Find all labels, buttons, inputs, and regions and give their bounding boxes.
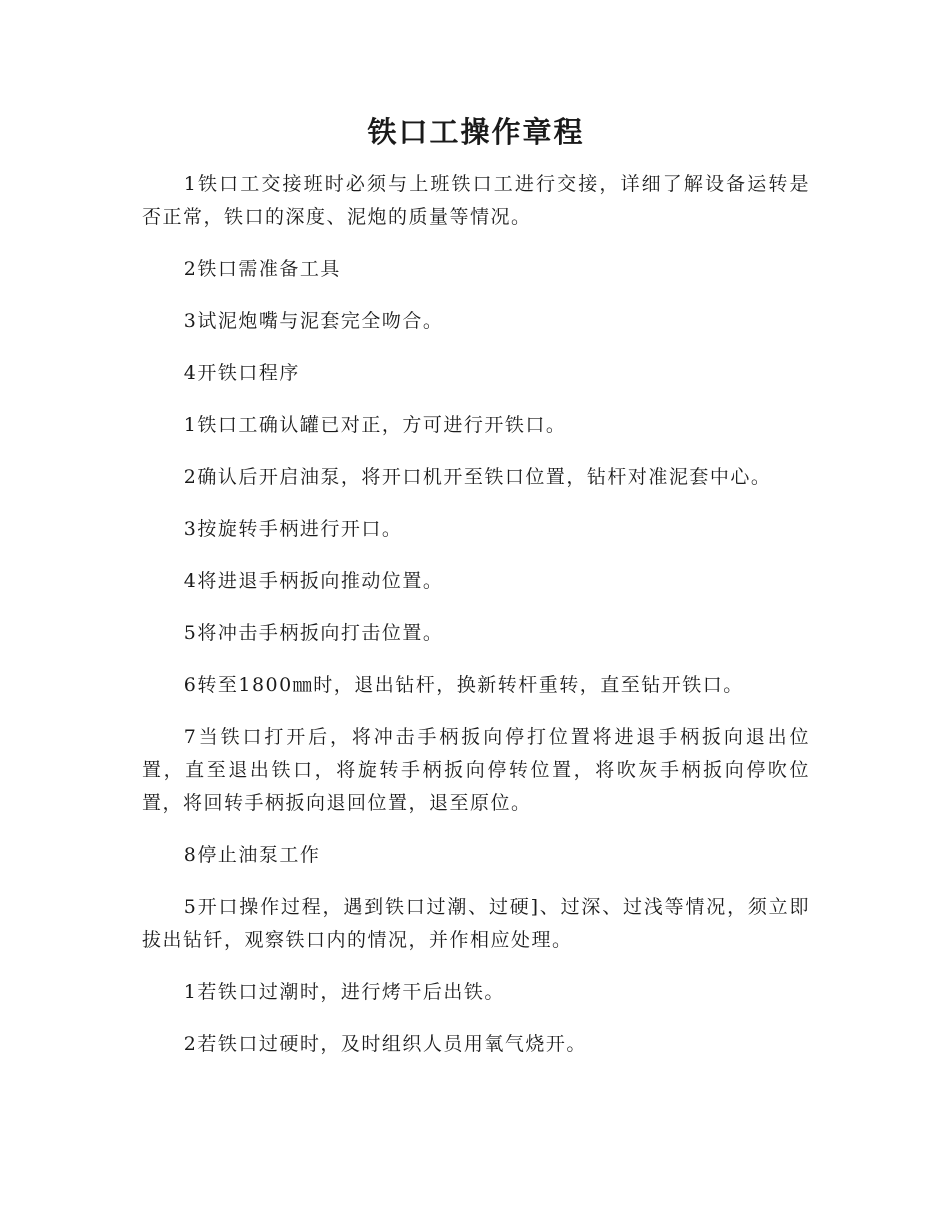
paragraph-step-rotate: 3按旋转手柄进行开口。 xyxy=(183,518,403,540)
document-title: 铁口工操作章程 xyxy=(367,115,585,149)
paragraph-step-confirm: 1铁口工确认罐已对正，方可进行开铁口。 xyxy=(183,414,567,436)
paragraph-open-procedure: 4开铁口程序 xyxy=(183,362,300,384)
paragraph-too-hard: 2若铁口过硬时，及时组织人员用氧气烧开。 xyxy=(183,1033,587,1055)
paragraph-tools: 2铁口需准备工具 xyxy=(183,258,341,280)
paragraph-step-depth: 6转至1800㎜时，退出钻杆，换新转杆重转，直至钻开铁口。 xyxy=(183,674,744,696)
paragraph-too-wet: 1若铁口过潮时，进行烤干后出铁。 xyxy=(183,981,505,1003)
paragraph-abnormal: 5开口操作过程，遇到铁口过潮、过硬]、过深、过浅等情况，须立即拔出钻钎，观察铁口内的情况，并作相应处理。 xyxy=(142,896,810,951)
paragraph-handover: 1铁口工交接班时必须与上班铁口工进行交接，详细了解设备运转是否正常，铁口的深度、泥炮的质量等情况。 xyxy=(142,173,810,228)
paragraph-step-retract: 7当铁口打开后，将冲击手柄扳向停打位置将进退手柄扳向退出位置，直至退出铁口，将旋转手柄扳向停转位置，将吹灰手柄扳向停吹位置，将回转手柄扳向退回位置，退至原位。 xyxy=(142,726,810,814)
paragraph-step-stop-pump: 8停止油泵工作 xyxy=(183,844,321,866)
paragraph-test-gun: 3试泥炮嘴与泥套完全吻合。 xyxy=(183,310,444,332)
paragraph-step-advance: 4将进退手柄扳向推动位置。 xyxy=(183,570,444,592)
paragraph-step-pump: 2确认后开启油泵，将开口机开至铁口位置，钻杆对准泥套中心。 xyxy=(183,466,772,488)
paragraph-step-impact: 5将冲击手柄扳向打击位置。 xyxy=(183,622,444,644)
